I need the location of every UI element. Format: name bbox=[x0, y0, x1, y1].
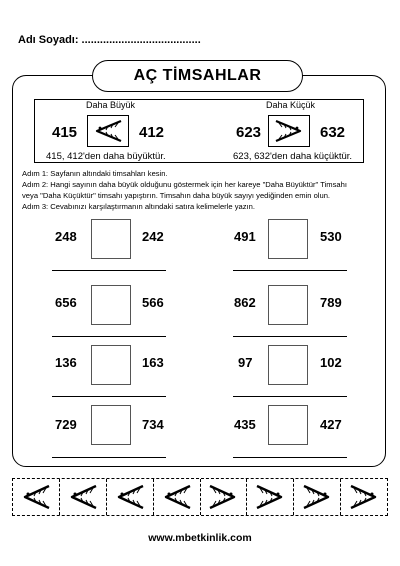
example-left-label: Daha Büyük bbox=[86, 100, 136, 110]
problem-4-left-a: 729 bbox=[55, 417, 77, 432]
step-2-continued: veya "Daha Küçüktür" timsahı yapıştırın. Timsahın daha büyük sayıyı yediğinden emin olun. bbox=[22, 191, 331, 200]
problem-3-left-answer-line[interactable] bbox=[52, 396, 166, 397]
crocodile-open-right-icon bbox=[66, 483, 100, 511]
cutout-crocodile-1[interactable] bbox=[13, 479, 60, 515]
problem-1-right-answer-line[interactable] bbox=[233, 270, 347, 271]
crocodile-open-right-icon bbox=[91, 119, 125, 143]
cutout-crocodile-4[interactable] bbox=[154, 479, 201, 515]
problem-2-left-b: 566 bbox=[142, 295, 164, 310]
footer-website: www.mbetkinlik.com bbox=[148, 532, 252, 544]
cutout-crocodile-6[interactable] bbox=[247, 479, 294, 515]
crocodile-open-left-icon bbox=[206, 483, 240, 511]
problem-1-right-b: 530 bbox=[320, 229, 342, 244]
problem-4-right-answer-line[interactable] bbox=[233, 457, 347, 458]
problem-2-right-a: 862 bbox=[234, 295, 256, 310]
step-2: Adım 2: Hangi sayının daha büyük olduğunu göstermek için her kareye "Daha Büyüktür" Timsahı bbox=[22, 180, 347, 189]
cutout-crocodile-3[interactable] bbox=[107, 479, 154, 515]
problem-1-left-a: 248 bbox=[55, 229, 77, 244]
example-left-crocodile-icon bbox=[87, 115, 129, 147]
cutout-strip bbox=[12, 478, 388, 516]
problem-1-right-answer-box[interactable] bbox=[268, 219, 308, 259]
example-right-crocodile-icon bbox=[268, 115, 310, 147]
crocodile-open-left-icon bbox=[272, 119, 306, 143]
problem-2-right-b: 789 bbox=[320, 295, 342, 310]
example-left-number-b: 412 bbox=[139, 124, 165, 141]
example-right-label: Daha Küçük bbox=[266, 100, 316, 110]
problem-3-right-answer-box[interactable] bbox=[268, 345, 308, 385]
cutout-crocodile-5[interactable] bbox=[201, 479, 248, 515]
problem-2-left-a: 656 bbox=[55, 295, 77, 310]
problem-4-right-a: 435 bbox=[234, 417, 256, 432]
step-3: Adım 3: Cevabınızı karşılaştırmanın altındaki satıra kelimelerle yazın. bbox=[22, 202, 255, 211]
crocodile-open-left-icon bbox=[347, 483, 381, 511]
crocodile-open-right-icon bbox=[113, 483, 147, 511]
cutout-crocodile-8[interactable] bbox=[341, 479, 387, 515]
worksheet-title: AÇ TİMSAHLAR bbox=[92, 60, 303, 92]
problem-2-right-answer-line[interactable] bbox=[233, 336, 347, 337]
example-left-sentence: 415, 412'den daha büyüktür. bbox=[46, 151, 166, 162]
problem-2-left-answer-line[interactable] bbox=[52, 336, 166, 337]
example-right-number-a: 623 bbox=[236, 124, 262, 141]
problem-3-left-a: 136 bbox=[55, 355, 77, 370]
problem-4-left-answer-line[interactable] bbox=[52, 457, 166, 458]
example-right-number-b: 632 bbox=[320, 124, 346, 141]
example-left-number-a: 415 bbox=[52, 124, 78, 141]
problem-3-right-a: 97 bbox=[238, 355, 253, 370]
problem-1-right-a: 491 bbox=[234, 229, 256, 244]
crocodile-open-right-icon bbox=[160, 483, 194, 511]
example-right-sentence: 623, 632'den daha küçüktür. bbox=[233, 151, 353, 162]
cutout-crocodile-7[interactable] bbox=[294, 479, 341, 515]
step-1: Adım 1: Sayfanın altındaki timsahları kesin. bbox=[22, 169, 168, 178]
crocodile-open-left-icon bbox=[300, 483, 334, 511]
problem-1-left-answer-line[interactable] bbox=[52, 270, 166, 271]
problem-1-left-b: 242 bbox=[142, 229, 164, 244]
crocodile-open-right-icon bbox=[19, 483, 53, 511]
problem-4-left-answer-box[interactable] bbox=[91, 405, 131, 445]
problem-3-right-answer-line[interactable] bbox=[233, 396, 347, 397]
name-field-label: Adı Soyadı: ....................................... bbox=[18, 34, 201, 46]
problem-4-right-answer-box[interactable] bbox=[268, 405, 308, 445]
problem-3-left-answer-box[interactable] bbox=[91, 345, 131, 385]
crocodile-open-left-icon bbox=[253, 483, 287, 511]
problem-4-left-b: 734 bbox=[142, 417, 164, 432]
problem-4-right-b: 427 bbox=[320, 417, 342, 432]
problem-2-right-answer-box[interactable] bbox=[268, 285, 308, 325]
problem-3-right-b: 102 bbox=[320, 355, 342, 370]
problem-2-left-answer-box[interactable] bbox=[91, 285, 131, 325]
problem-3-left-b: 163 bbox=[142, 355, 164, 370]
cutout-crocodile-2[interactable] bbox=[60, 479, 107, 515]
problem-1-left-answer-box[interactable] bbox=[91, 219, 131, 259]
